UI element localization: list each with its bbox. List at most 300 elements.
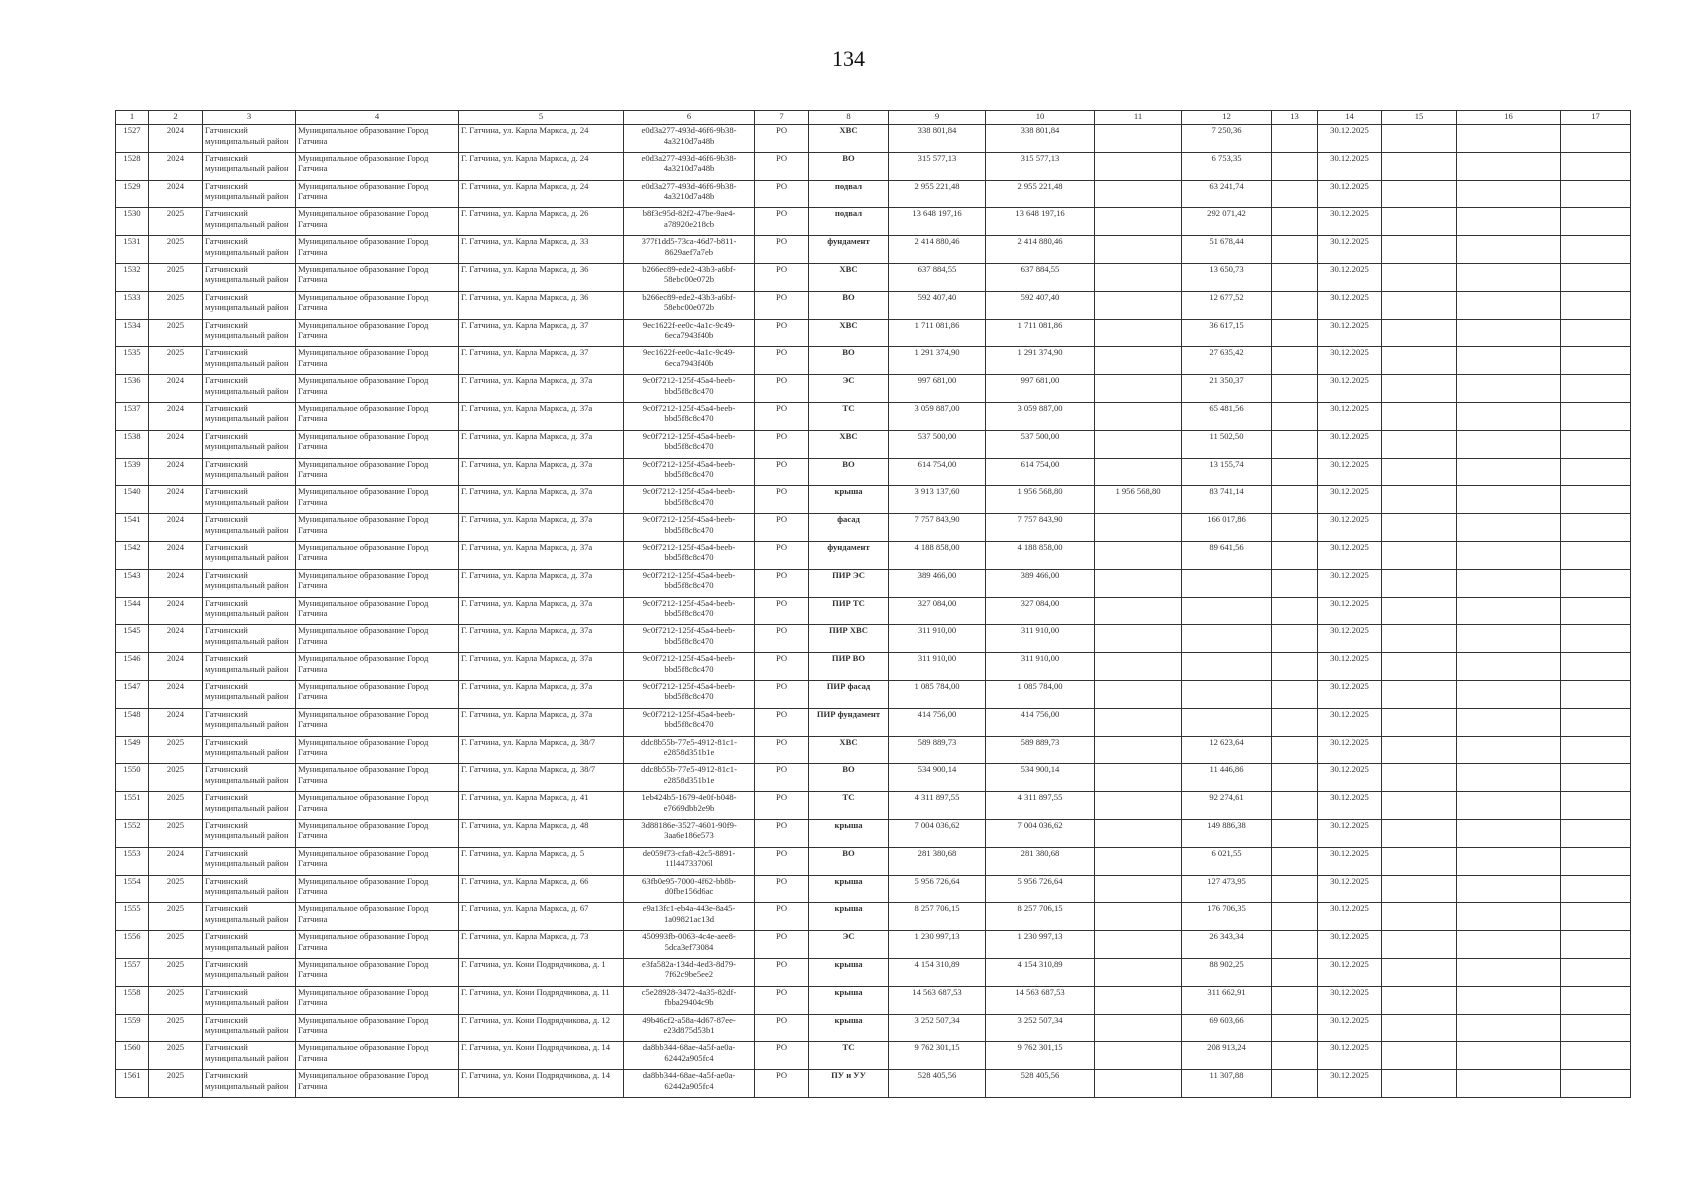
- cell-col-3: Гатчинский муниципальный район: [203, 152, 296, 180]
- cell-col-9: 1 085 784,00: [889, 680, 986, 708]
- cell-col-5: Г. Гатчина, ул. Кони Подрядчикова, д. 12: [459, 1014, 624, 1042]
- cell-col-2: 2024: [149, 625, 203, 653]
- cell-col-13: [1272, 903, 1318, 931]
- cell-col-14: 30.12.2025: [1318, 514, 1382, 542]
- cell-col-9: 3 913 137,60: [889, 486, 986, 514]
- cell-col-5: Г. Гатчина, ул. Карла Маркса, д. 37: [459, 319, 624, 347]
- cell-col-11: [1095, 1070, 1182, 1098]
- cell-col-15: [1382, 541, 1457, 569]
- cell-col-3: Гатчинский муниципальный район: [203, 680, 296, 708]
- cell-col-10: 281 380,68: [986, 847, 1095, 875]
- cell-col-4: Муниципальное образование Город Гатчина: [296, 180, 459, 208]
- cell-col-12: 63 241,74: [1182, 180, 1272, 208]
- cell-col-11: [1095, 903, 1182, 931]
- cell-col-16: [1457, 931, 1561, 959]
- table-row: [116, 736, 1631, 764]
- cell-col-5: Г. Гатчина, ул. Карла Маркса, д. 66: [459, 875, 624, 903]
- cell-col-4: Муниципальное образование Город Гатчина: [296, 875, 459, 903]
- cell-col-5: Г. Гатчина, ул. Карла Маркса, д. 73: [459, 931, 624, 959]
- cell-col-10: 7 004 036,62: [986, 819, 1095, 847]
- cell-col-13: [1272, 708, 1318, 736]
- cell-col-9: 3 059 887,00: [889, 402, 986, 430]
- cell-col-5: Г. Гатчина, ул. Карла Маркса, д. 37: [459, 347, 624, 375]
- cell-col-6: 9c0f7212-125f-45a4-beeb-bbd5f8c8c470: [624, 430, 755, 458]
- cell-col-6: 9c0f7212-125f-45a4-beeb-bbd5f8c8c470: [624, 625, 755, 653]
- cell-col-3: Гатчинский муниципальный район: [203, 819, 296, 847]
- cell-col-6: 9c0f7212-125f-45a4-beeb-bbd5f8c8c470: [624, 514, 755, 542]
- cell-col-16: [1457, 347, 1561, 375]
- table-row: [116, 875, 1631, 903]
- cell-col-6: 9c0f7212-125f-45a4-beeb-bbd5f8c8c470: [624, 708, 755, 736]
- cell-col-12: 149 886,38: [1182, 819, 1272, 847]
- cell-col-12: 11 502,50: [1182, 430, 1272, 458]
- cell-col-16: [1457, 125, 1561, 153]
- cell-col-5: Г. Гатчина, ул. Карла Маркса, д. 37а: [459, 402, 624, 430]
- cell-col-12: 92 274,61: [1182, 792, 1272, 820]
- cell-col-15: [1382, 486, 1457, 514]
- cell-col-14: 30.12.2025: [1318, 402, 1382, 430]
- cell-col-5: Г. Гатчина, ул. Карла Маркса, д. 41: [459, 792, 624, 820]
- cell-col-16: [1457, 569, 1561, 597]
- cell-col-12: 21 350,37: [1182, 375, 1272, 403]
- cell-col-9: 315 577,13: [889, 152, 986, 180]
- cell-col-3: Гатчинский муниципальный район: [203, 319, 296, 347]
- cell-col-5: Г. Гатчина, ул. Карла Маркса, д. 37а: [459, 680, 624, 708]
- cell-col-11: [1095, 847, 1182, 875]
- cell-col-3: Гатчинский муниципальный район: [203, 875, 296, 903]
- cell-col-13: [1272, 430, 1318, 458]
- cell-col-11: [1095, 986, 1182, 1014]
- cell-col-2: 2024: [149, 402, 203, 430]
- cell-col-13: [1272, 847, 1318, 875]
- cell-col-5: Г. Гатчина, ул. Кони Подрядчикова, д. 14: [459, 1070, 624, 1098]
- cell-col-7: РО: [755, 764, 809, 792]
- cell-col-15: [1382, 430, 1457, 458]
- cell-col-9: 614 754,00: [889, 458, 986, 486]
- cell-col-10: 1 956 568,80: [986, 486, 1095, 514]
- cell-col-1: 1537: [116, 402, 149, 430]
- cell-col-2: 2025: [149, 1014, 203, 1042]
- cell-col-7: РО: [755, 125, 809, 153]
- cell-col-17: [1561, 125, 1631, 153]
- cell-col-7: РО: [755, 291, 809, 319]
- cell-col-14: 30.12.2025: [1318, 653, 1382, 681]
- cell-col-15: [1382, 152, 1457, 180]
- cell-col-10: 2 955 221,48: [986, 180, 1095, 208]
- cell-col-9: 528 405,56: [889, 1070, 986, 1098]
- cell-col-12: 69 603,66: [1182, 1014, 1272, 1042]
- cell-col-16: [1457, 514, 1561, 542]
- cell-col-13: [1272, 291, 1318, 319]
- cell-col-8: ПИР ВО: [809, 653, 889, 681]
- cell-col-14: 30.12.2025: [1318, 319, 1382, 347]
- cell-col-16: [1457, 653, 1561, 681]
- cell-col-15: [1382, 875, 1457, 903]
- cell-col-5: Г. Гатчина, ул. Карла Маркса, д. 38/7: [459, 764, 624, 792]
- cell-col-4: Муниципальное образование Город Гатчина: [296, 708, 459, 736]
- cell-col-1: 1558: [116, 986, 149, 1014]
- cell-col-11: [1095, 792, 1182, 820]
- cell-col-10: 311 910,00: [986, 625, 1095, 653]
- cell-col-6: e0d3a277-493d-46f6-9b38-4a3210d7a48b: [624, 125, 755, 153]
- cell-col-13: [1272, 569, 1318, 597]
- cell-col-9: 7 004 036,62: [889, 819, 986, 847]
- cell-col-10: 327 084,00: [986, 597, 1095, 625]
- cell-col-3: Гатчинский муниципальный район: [203, 541, 296, 569]
- table-row: [116, 597, 1631, 625]
- cell-col-8: ТС: [809, 402, 889, 430]
- table-row: [116, 430, 1631, 458]
- cell-col-5: Г. Гатчина, ул. Карла Маркса, д. 26: [459, 208, 624, 236]
- cell-col-6: e3fa582a-134d-4ed3-8d79-7f62c9be5ee2: [624, 958, 755, 986]
- cell-col-7: РО: [755, 875, 809, 903]
- cell-col-6: 3d88186e-3527-4601-90f9-3aa6e186e573: [624, 819, 755, 847]
- column-header-3: 3: [203, 111, 296, 125]
- cell-col-1: 1535: [116, 347, 149, 375]
- cell-col-17: [1561, 514, 1631, 542]
- cell-col-10: 2 414 880,46: [986, 236, 1095, 264]
- cell-col-10: 637 884,55: [986, 263, 1095, 291]
- cell-col-17: [1561, 430, 1631, 458]
- cell-col-12: [1182, 653, 1272, 681]
- cell-col-17: [1561, 541, 1631, 569]
- cell-col-17: [1561, 792, 1631, 820]
- cell-col-7: РО: [755, 708, 809, 736]
- cell-col-14: 30.12.2025: [1318, 708, 1382, 736]
- cell-col-14: 30.12.2025: [1318, 1014, 1382, 1042]
- cell-col-2: 2024: [149, 653, 203, 681]
- cell-col-7: РО: [755, 375, 809, 403]
- cell-col-7: РО: [755, 347, 809, 375]
- column-header-10: 10: [986, 111, 1095, 125]
- cell-col-3: Гатчинский муниципальный район: [203, 347, 296, 375]
- cell-col-14: 30.12.2025: [1318, 1042, 1382, 1070]
- cell-col-7: РО: [755, 1014, 809, 1042]
- cell-col-9: 327 084,00: [889, 597, 986, 625]
- cell-col-4: Муниципальное образование Город Гатчина: [296, 125, 459, 153]
- cell-col-7: РО: [755, 430, 809, 458]
- cell-col-16: [1457, 903, 1561, 931]
- column-header-2: 2: [149, 111, 203, 125]
- cell-col-14: 30.12.2025: [1318, 430, 1382, 458]
- cell-col-11: [1095, 736, 1182, 764]
- cell-col-7: РО: [755, 653, 809, 681]
- cell-col-14: 30.12.2025: [1318, 847, 1382, 875]
- cell-col-7: РО: [755, 931, 809, 959]
- table-row: [116, 708, 1631, 736]
- cell-col-1: 1543: [116, 569, 149, 597]
- cell-col-16: [1457, 875, 1561, 903]
- cell-col-7: РО: [755, 792, 809, 820]
- cell-col-14: 30.12.2025: [1318, 903, 1382, 931]
- cell-col-6: 9c0f7212-125f-45a4-beeb-bbd5f8c8c470: [624, 597, 755, 625]
- cell-col-8: крыша: [809, 1014, 889, 1042]
- cell-col-5: Г. Гатчина, ул. Карла Маркса, д. 37а: [459, 541, 624, 569]
- cell-col-11: [1095, 263, 1182, 291]
- cell-col-17: [1561, 680, 1631, 708]
- cell-col-1: 1540: [116, 486, 149, 514]
- cell-col-10: 614 754,00: [986, 458, 1095, 486]
- cell-col-17: [1561, 847, 1631, 875]
- cell-col-13: [1272, 514, 1318, 542]
- cell-col-8: ВО: [809, 458, 889, 486]
- cell-col-10: 1 711 081,86: [986, 319, 1095, 347]
- cell-col-14: 30.12.2025: [1318, 125, 1382, 153]
- cell-col-1: 1553: [116, 847, 149, 875]
- cell-col-12: 6 753,35: [1182, 152, 1272, 180]
- cell-col-7: РО: [755, 1070, 809, 1098]
- cell-col-11: [1095, 514, 1182, 542]
- cell-col-11: [1095, 236, 1182, 264]
- cell-col-17: [1561, 708, 1631, 736]
- cell-col-17: [1561, 180, 1631, 208]
- cell-col-8: ХВС: [809, 125, 889, 153]
- cell-col-8: ПИР фасад: [809, 680, 889, 708]
- table-row: [116, 1014, 1631, 1042]
- table-row: [116, 1042, 1631, 1070]
- cell-col-17: [1561, 931, 1631, 959]
- cell-col-2: 2025: [149, 958, 203, 986]
- cell-col-2: 2025: [149, 931, 203, 959]
- cell-col-7: РО: [755, 402, 809, 430]
- cell-col-13: [1272, 1042, 1318, 1070]
- cell-col-4: Муниципальное образование Город Гатчина: [296, 1042, 459, 1070]
- cell-col-2: 2025: [149, 347, 203, 375]
- cell-col-13: [1272, 375, 1318, 403]
- cell-col-12: [1182, 597, 1272, 625]
- cell-col-7: РО: [755, 236, 809, 264]
- cell-col-4: Муниципальное образование Город Гатчина: [296, 764, 459, 792]
- cell-col-4: Муниципальное образование Город Гатчина: [296, 208, 459, 236]
- column-header-13: 13: [1272, 111, 1318, 125]
- register-table: [115, 110, 1631, 1098]
- cell-col-13: [1272, 236, 1318, 264]
- cell-col-11: [1095, 430, 1182, 458]
- cell-col-3: Гатчинский муниципальный район: [203, 708, 296, 736]
- cell-col-12: 6 021,55: [1182, 847, 1272, 875]
- column-header-11: 11: [1095, 111, 1182, 125]
- cell-col-15: [1382, 847, 1457, 875]
- cell-col-8: ПИР фундамент: [809, 708, 889, 736]
- cell-col-7: РО: [755, 263, 809, 291]
- cell-col-2: 2025: [149, 1070, 203, 1098]
- cell-col-10: 13 648 197,16: [986, 208, 1095, 236]
- cell-col-15: [1382, 236, 1457, 264]
- cell-col-10: 528 405,56: [986, 1070, 1095, 1098]
- cell-col-11: [1095, 708, 1182, 736]
- cell-col-3: Гатчинский муниципальный район: [203, 514, 296, 542]
- cell-col-8: ХВС: [809, 430, 889, 458]
- cell-col-13: [1272, 1070, 1318, 1098]
- cell-col-3: Гатчинский муниципальный район: [203, 931, 296, 959]
- cell-col-14: 30.12.2025: [1318, 792, 1382, 820]
- cell-col-11: 1 956 568,80: [1095, 486, 1182, 514]
- cell-col-14: 30.12.2025: [1318, 625, 1382, 653]
- cell-col-5: Г. Гатчина, ул. Карла Маркса, д. 5: [459, 847, 624, 875]
- cell-col-14: 30.12.2025: [1318, 680, 1382, 708]
- cell-col-8: крыша: [809, 903, 889, 931]
- table-row: [116, 180, 1631, 208]
- cell-col-15: [1382, 1014, 1457, 1042]
- cell-col-15: [1382, 625, 1457, 653]
- cell-col-13: [1272, 819, 1318, 847]
- cell-col-1: 1539: [116, 458, 149, 486]
- cell-col-10: 1 291 374,90: [986, 347, 1095, 375]
- cell-col-4: Муниципальное образование Город Гатчина: [296, 958, 459, 986]
- cell-col-10: 338 801,84: [986, 125, 1095, 153]
- cell-col-16: [1457, 263, 1561, 291]
- cell-col-9: 8 257 706,15: [889, 903, 986, 931]
- cell-col-2: 2024: [149, 708, 203, 736]
- table-row: [116, 792, 1631, 820]
- cell-col-1: 1531: [116, 236, 149, 264]
- cell-col-5: Г. Гатчина, ул. Карла Маркса, д. 33: [459, 236, 624, 264]
- cell-col-6: b266ec89-ede2-43b3-a6bf-58ebc00e072b: [624, 291, 755, 319]
- cell-col-7: РО: [755, 569, 809, 597]
- cell-col-2: 2025: [149, 986, 203, 1014]
- cell-col-2: 2025: [149, 764, 203, 792]
- cell-col-1: 1533: [116, 291, 149, 319]
- cell-col-4: Муниципальное образование Город Гатчина: [296, 541, 459, 569]
- cell-col-13: [1272, 347, 1318, 375]
- cell-col-4: Муниципальное образование Город Гатчина: [296, 236, 459, 264]
- cell-col-6: 9c0f7212-125f-45a4-beeb-bbd5f8c8c470: [624, 680, 755, 708]
- cell-col-16: [1457, 986, 1561, 1014]
- cell-col-12: 176 706,35: [1182, 903, 1272, 931]
- cell-col-10: 389 466,00: [986, 569, 1095, 597]
- cell-col-8: ЭС: [809, 931, 889, 959]
- column-header-14: 14: [1318, 111, 1382, 125]
- cell-col-17: [1561, 625, 1631, 653]
- cell-col-4: Муниципальное образование Город Гатчина: [296, 931, 459, 959]
- cell-col-7: РО: [755, 847, 809, 875]
- table-row: [116, 653, 1631, 681]
- cell-col-4: Муниципальное образование Город Гатчина: [296, 903, 459, 931]
- column-header-17: 17: [1561, 111, 1631, 125]
- table-row: [116, 625, 1631, 653]
- cell-col-16: [1457, 764, 1561, 792]
- cell-col-5: Г. Гатчина, ул. Карла Маркса, д. 37а: [459, 458, 624, 486]
- cell-col-4: Муниципальное образование Город Гатчина: [296, 569, 459, 597]
- cell-col-4: Муниципальное образование Город Гатчина: [296, 263, 459, 291]
- cell-col-11: [1095, 625, 1182, 653]
- cell-col-12: 51 678,44: [1182, 236, 1272, 264]
- cell-col-14: 30.12.2025: [1318, 736, 1382, 764]
- table-row: [116, 819, 1631, 847]
- cell-col-6: e9a13fc1-eb4a-443e-8a45-1a09821ac13d: [624, 903, 755, 931]
- cell-col-11: [1095, 291, 1182, 319]
- cell-col-1: 1556: [116, 931, 149, 959]
- cell-col-3: Гатчинский муниципальный район: [203, 1042, 296, 1070]
- cell-col-13: [1272, 625, 1318, 653]
- column-header-7: 7: [755, 111, 809, 125]
- cell-col-11: [1095, 569, 1182, 597]
- cell-col-12: 127 473,95: [1182, 875, 1272, 903]
- cell-col-14: 30.12.2025: [1318, 458, 1382, 486]
- cell-col-10: 1 085 784,00: [986, 680, 1095, 708]
- cell-col-9: 4 154 310,89: [889, 958, 986, 986]
- cell-col-3: Гатчинский муниципальный район: [203, 180, 296, 208]
- cell-col-3: Гатчинский муниципальный район: [203, 263, 296, 291]
- cell-col-2: 2025: [149, 736, 203, 764]
- table-row: [116, 375, 1631, 403]
- cell-col-9: 7 757 843,90: [889, 514, 986, 542]
- cell-col-13: [1272, 458, 1318, 486]
- table-row: [116, 986, 1631, 1014]
- cell-col-10: 4 188 858,00: [986, 541, 1095, 569]
- cell-col-7: РО: [755, 736, 809, 764]
- cell-col-14: 30.12.2025: [1318, 986, 1382, 1014]
- column-header-8: 8: [809, 111, 889, 125]
- cell-col-4: Муниципальное образование Город Гатчина: [296, 680, 459, 708]
- cell-col-8: ВО: [809, 847, 889, 875]
- cell-col-9: 1 291 374,90: [889, 347, 986, 375]
- cell-col-9: 592 407,40: [889, 291, 986, 319]
- cell-col-6: 63fb0e95-7000-4f62-bb8b-d0fbe156d6ac: [624, 875, 755, 903]
- table-row: [116, 263, 1631, 291]
- cell-col-3: Гатчинский муниципальный район: [203, 208, 296, 236]
- cell-col-14: 30.12.2025: [1318, 569, 1382, 597]
- cell-col-9: 2 955 221,48: [889, 180, 986, 208]
- table-row: [116, 903, 1631, 931]
- cell-col-7: РО: [755, 903, 809, 931]
- cell-col-17: [1561, 736, 1631, 764]
- cell-col-3: Гатчинский муниципальный район: [203, 430, 296, 458]
- cell-col-2: 2025: [149, 1042, 203, 1070]
- table-row: [116, 569, 1631, 597]
- table-row: [116, 931, 1631, 959]
- cell-col-1: 1550: [116, 764, 149, 792]
- cell-col-12: 208 913,24: [1182, 1042, 1272, 1070]
- cell-col-17: [1561, 347, 1631, 375]
- cell-col-3: Гатчинский муниципальный район: [203, 236, 296, 264]
- cell-col-5: Г. Гатчина, ул. Карла Маркса, д. 37а: [459, 514, 624, 542]
- cell-col-15: [1382, 458, 1457, 486]
- cell-col-13: [1272, 1014, 1318, 1042]
- cell-col-15: [1382, 263, 1457, 291]
- cell-col-4: Муниципальное образование Город Гатчина: [296, 375, 459, 403]
- cell-col-15: [1382, 375, 1457, 403]
- cell-col-14: 30.12.2025: [1318, 347, 1382, 375]
- cell-col-6: b8f3c95d-82f2-47be-9ae4-a78920e218cb: [624, 208, 755, 236]
- cell-col-12: 11 307,88: [1182, 1070, 1272, 1098]
- cell-col-1: 1530: [116, 208, 149, 236]
- cell-col-2: 2025: [149, 236, 203, 264]
- cell-col-15: [1382, 319, 1457, 347]
- cell-col-15: [1382, 597, 1457, 625]
- cell-col-1: 1536: [116, 375, 149, 403]
- cell-col-17: [1561, 597, 1631, 625]
- cell-col-12: [1182, 680, 1272, 708]
- cell-col-17: [1561, 569, 1631, 597]
- cell-col-9: 4 311 897,55: [889, 792, 986, 820]
- cell-col-11: [1095, 319, 1182, 347]
- cell-col-12: [1182, 569, 1272, 597]
- cell-col-16: [1457, 1014, 1561, 1042]
- cell-col-9: 637 884,55: [889, 263, 986, 291]
- cell-col-13: [1272, 931, 1318, 959]
- cell-col-2: 2024: [149, 680, 203, 708]
- cell-col-12: 83 741,14: [1182, 486, 1272, 514]
- cell-col-17: [1561, 986, 1631, 1014]
- cell-col-6: 9ec1622f-ee0c-4a1c-9c49-6eca7943f40b: [624, 347, 755, 375]
- cell-col-1: 1548: [116, 708, 149, 736]
- cell-col-2: 2025: [149, 263, 203, 291]
- cell-col-10: 537 500,00: [986, 430, 1095, 458]
- cell-col-2: 2025: [149, 903, 203, 931]
- cell-col-14: 30.12.2025: [1318, 541, 1382, 569]
- cell-col-5: Г. Гатчина, ул. Карла Маркса, д. 37а: [459, 708, 624, 736]
